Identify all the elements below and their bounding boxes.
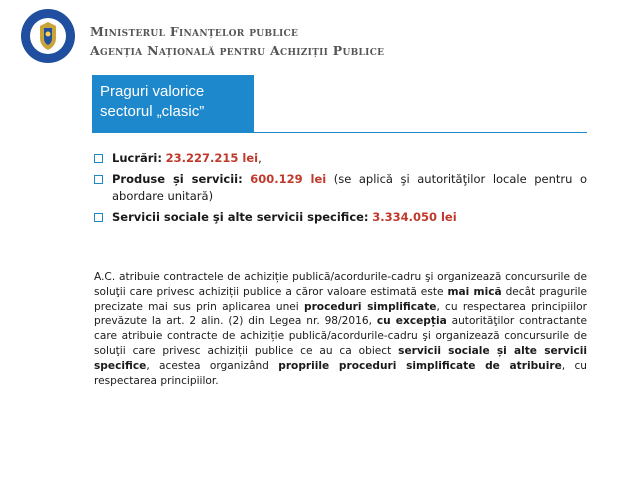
goods-services-label: Produse și servicii: [112, 172, 243, 186]
goods-services-note: (se aplică şi autorităţilor locale pentru o abordare unitară) [112, 172, 587, 203]
works-suffix: , [258, 151, 262, 165]
slide-title [92, 75, 254, 132]
paragraph-emphasis: servicii sociale și alte servicii specifice [94, 344, 587, 372]
title-line-2: sectorul „clasic” [100, 103, 205, 120]
title-divider [92, 132, 587, 133]
ministry-name: Ministerul Finanțelor publice [90, 24, 299, 39]
paragraph-text: autorităţilor contractante care atribuie contracte de achiziție publică/acordurile-cadru şi organizează concursurile de soluţii care privesc achiziții publice ce au ca obiect [94, 315, 587, 357]
paragraph-emphasis: propriile proceduri simplificate de atribuire [278, 359, 562, 372]
list-item [94, 171, 587, 205]
paragraph-text: , acestea organizând [146, 359, 269, 372]
paragraph-text: A.C. atribuie contractele de achiziție publică/acordurile-cadru şi organizează concursurile de soluţii care privesc achiziții publice a căror valoare estimată este [94, 271, 587, 298]
works-value: 23.227.215 lei [165, 151, 259, 165]
ministry-header [90, 22, 384, 60]
social-services-label: Servicii sociale şi alte servicii specifice: [112, 210, 369, 224]
checkbox-bullet-icon [94, 209, 106, 226]
threshold-list [94, 150, 587, 230]
paragraph-emphasis: proceduri simplificate [304, 300, 437, 313]
social-services-value: 3.334.050 lei [372, 210, 457, 224]
checkbox-bullet-icon [94, 150, 106, 167]
government-logo [20, 8, 76, 64]
list-item [94, 209, 587, 226]
paragraph-text: , cu respectarea principiilor prevăzute la art. 2 alin. (2) din Legea nr. 98/2016, [94, 300, 587, 328]
goods-services-value: 600.129 lei [250, 172, 327, 186]
paragraph-emphasis: cu excepția [376, 315, 447, 328]
agency-name: Agenția Națională pentru Achiziții Publice [90, 43, 385, 58]
paragraph-text: , cu respectarea principiilor. [94, 359, 587, 387]
paragraph-text: decât pragurile precizate mai sus prin aplicarea unei [94, 285, 587, 313]
paragraph-emphasis: mai mică [447, 285, 502, 298]
works-label: Lucrări: [112, 151, 162, 165]
list-item [94, 150, 587, 167]
body-paragraph [94, 270, 587, 388]
checkbox-bullet-icon [94, 171, 106, 188]
title-line-1: Praguri valorice [100, 83, 205, 100]
